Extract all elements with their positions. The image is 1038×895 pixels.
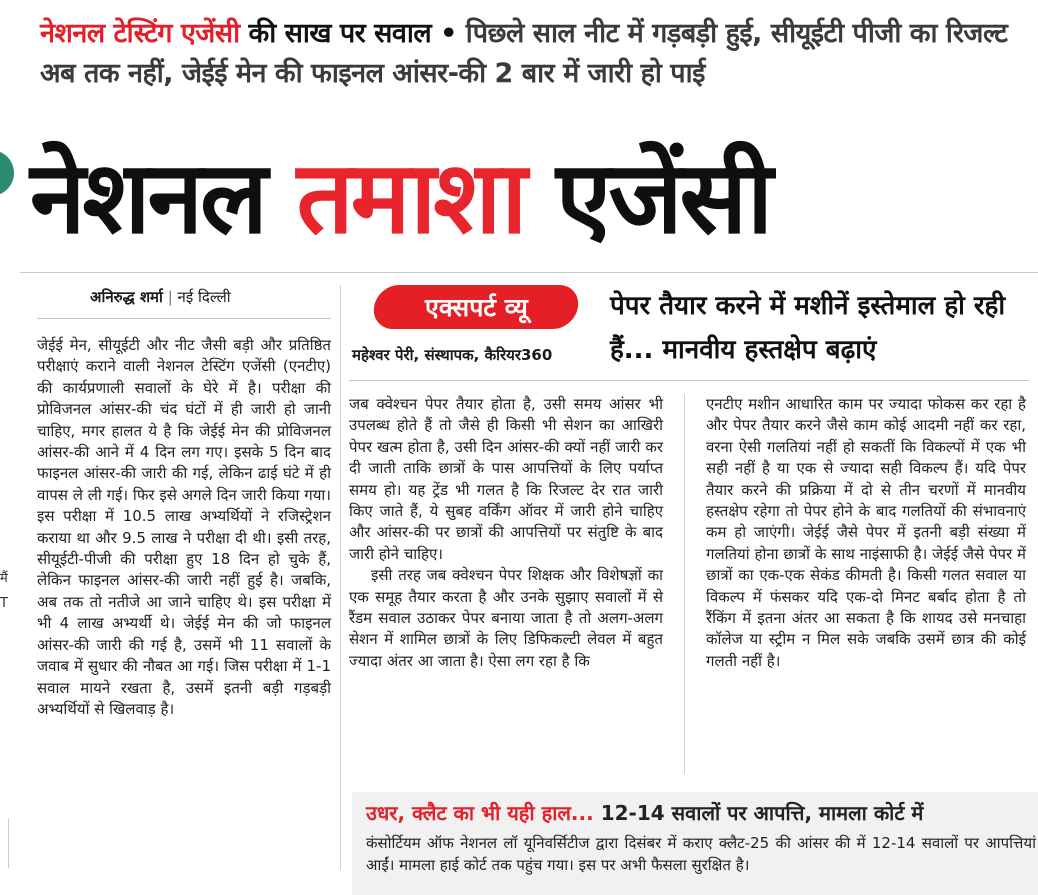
- kicker-question: की साख पर सवाल •: [239, 18, 457, 49]
- main-headline: [30, 128, 1035, 268]
- headline-divider: [20, 272, 1038, 273]
- byline-separator: |: [167, 288, 173, 306]
- article-column-2-para-2: इसी तरह जब क्वेश्चन पेपर शिक्षक और विशेषज्ञों का एक समूह तैयार करता है और उनके सुझाए सवालों में से रैंडम सवाल उठाकर पेपर बनाया जाता है तो अलग-अलग सेशन में शामिल छात्रों के लिए डिफिकल्टी लेवल में बहुत ज्यादा अंतर आ जाता है। ऐसा लग रहा है कि: [349, 566, 663, 670]
- expert-header-rule: [349, 380, 1029, 381]
- kicker-headline: [40, 14, 1035, 94]
- byline-rule: [37, 318, 331, 319]
- page-edge-marker: [0, 150, 14, 196]
- clat-box-body: कंसोर्टियम ऑफ नेशनल लॉ यूनिवर्सिटीज द्वारा दिसंबर में कराए क्लैट-25 की आंसर की में 12-14 सवालों पर आपत्तियां आईं। मामला हाई कोर्ट तक पहुंच गया। इस पर अभी फैसला सुरक्षित है।: [366, 834, 1036, 874]
- column-divider-1: [340, 285, 341, 870]
- byline-place: नई दिल्ली: [177, 288, 231, 306]
- column-divider-2: [684, 394, 685, 774]
- kicker-details: पिछले साल नीट में गड़बड़ी हुई, सीयूईटी पीजी का रिजल्ट अब तक नहीं, जेईई मेन की फाइनल आंसर-की 2 बार में जारी हो पाई: [40, 18, 1008, 89]
- article-column-2-para-1: जब क्वेश्चन पेपर तैयार होता है, उसी समय आंसर भी उपलब्ध होते हैं तो जैसे ही किसी भी सेशन का आखिरी पेपर खत्म होता है, उसी दिन आंसर-की क्यों नहीं जारी कर दी जाती ताकि छात्रों के पास आपत्तियों के लिए पर्याप्त समय हो। यह ट्रेंड भी गलत है कि रिजल्ट देर रात जारी किए जाते हैं, ये सुबह वर्किंग ऑवर में जारी होने चाहिए और आंसर-की पर छात्रों की आपत्तियों पर संतुष्टि के बाद जारी होने चाहिए।: [349, 395, 663, 563]
- expert-quote: पेपर तैयार करने में मशीनें इस्तेमाल हो रही हैं... मानवीय हस्तक्षेप बढ़ाएं: [610, 291, 1006, 365]
- article-column-3-text: एनटीए मशीन आधारित काम पर ज्यादा फोकस कर रहा है और पेपर तैयार करने जैसे काम कोई आदमी नहीं कर रहा, वरना ऐसी गलतियां नहीं हो सकतीं कि विकल्पों में एक भी सही नहीं है या एक से ज्यादा सही विकल्प हैं। यदि पेपर तैयार करने की प्रक्रिया में दो से तीन चरणों में मानवीय हस्तक्षेप रहेगा तो पेपर होने के बाद गलतियों की संभावनाएं कम हो जाएंगी। जेईई जैसे पेपर में इतनी बड़ी संख्या में गलतियां होना छात्रों के साथ नाइंसाफी है। जेईई जैसे पेपर में छात्रों का एक-एक सेकंड कीमती है। किसी गलत सवाल या विकल्प में फंसकर यदि एक-दो मिनट बर्बाद होता है तो रैंकिंग में इतना अंतर आ सकता है कि शायद उसे मनचाहा कॉलेज या स्ट्रीम न मिल सके जबकि उसमें छात्र की कोई गलती नहीं है।: [706, 395, 1026, 670]
- clat-box-title-lead: उधर, क्लैट का भी यही हाल...: [366, 801, 594, 825]
- expert-name: महेश्वर पेरी, संस्थापक, कैरियर360: [352, 346, 553, 364]
- article-column-3: [706, 394, 1026, 672]
- edge-box-fragment: [0, 818, 9, 868]
- headline-part-2: तमाशा: [296, 139, 525, 256]
- expert-view-badge: [371, 285, 581, 329]
- headline-part-3: एजेंसी: [524, 139, 771, 256]
- article-column-1: [37, 335, 331, 720]
- kicker-agency: नेशनल टेस्टिंग एजेंसी: [40, 18, 240, 49]
- article-column-1-text: जेईई मेन, सीयूईटी और नीट जैसी बड़ी और प्रतिष्ठित परीक्षाएं कराने वाली नेशनल टेस्टिंग एजेंसी (एनटीए) की कार्यप्रणाली सवालों के घेरे में है। परीक्षा की प्रोविजनल आंसर-की चंद घंटों में ही जारी हो जानी चाहिए, मगर हालत ये है कि जेईई मेन की प्रोविजनल आंसर-की आने में 4 दिन लग गए। इसके 5 दिन बाद फाइनल आंसर-की जारी की गई, लेकिन ढाई घंटे में ही वापस ले ली गई। फिर इसे अगले दिन जारी किया गया। इस परीक्षा में 10.5 लाख अभ्यर्थियों ने रजिस्ट्रेशन कराया था और 9.5 लाख ने परीक्षा दी थी। इसी तरह, सीयूईटी-पीजी की परीक्षा हुए 18 दिन हो चुके हैं, लेकिन फाइनल आंसर-की जारी नहीं हुई है। जबकि, अब तक तो नतीजे आ जाने चाहिए थे। इस परीक्षा में भी 4 लाख अभ्यर्थी थे। जेईई मेन की जो फाइनल आंसर-की जारी की गई है, उसमें भी 11 सवालों के जवाब में सुधार की नौबत आ गई। जिस परीक्षा में 1-1 सवाल मायने रखता है, उसमें इतनी बड़ी गड़बड़ी अभ्यर्थियों से खिलवाड़ है।: [37, 336, 331, 718]
- byline-author: अनिरुद्ध शर्मा: [90, 288, 163, 306]
- article-column-2: [349, 394, 663, 672]
- byline: [90, 287, 231, 307]
- expert-view-badge-label: एक्सपर्ट व्यू: [424, 293, 528, 322]
- clat-box-title: [366, 798, 923, 828]
- edge-fragment-1: मैं: [0, 571, 8, 586]
- headline-part-1: नेशनल: [30, 139, 297, 256]
- clat-box-title-rest: 12-14 सवालों पर आपत्ति, मामला कोर्ट में: [593, 801, 924, 825]
- edge-fragment-2: T: [0, 596, 8, 611]
